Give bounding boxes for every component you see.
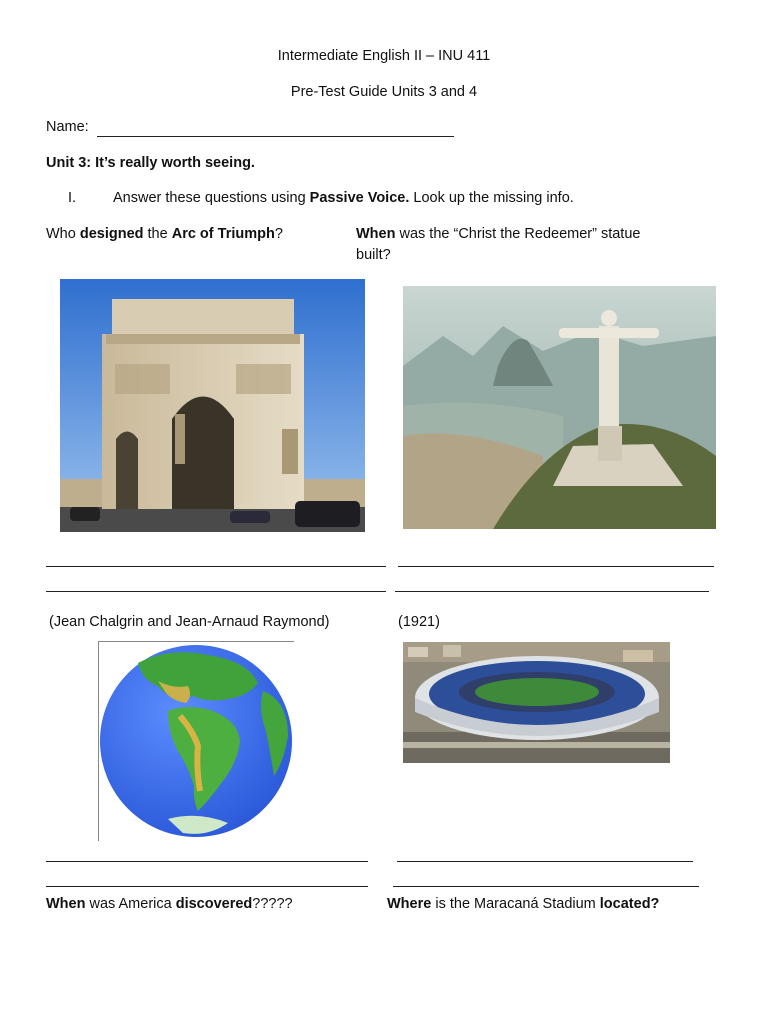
answer-line-america-1[interactable] <box>46 861 368 862</box>
answer-line-america-2[interactable] <box>46 886 368 887</box>
course-title: Intermediate English II – INU 411 <box>277 48 491 64</box>
question-arc-of-triumph: Who designed the Arc of Triumph? <box>46 226 283 242</box>
instruction-number: I. <box>68 190 77 206</box>
answer-line-christ-1[interactable] <box>398 566 714 567</box>
instruction-text: Answer these questions using Passive Voice. Look up the missing info. <box>113 190 574 206</box>
answer-line-arc-2[interactable] <box>46 591 386 592</box>
question-christ-redeemer: When was the “Christ the Redeemer” statue <box>356 226 641 242</box>
page-subtitle: Pre-Test Guide Units 3 and 4 <box>290 84 478 100</box>
hint-architects: (Jean Chalgrin and Jean-Arnaud Raymond) <box>49 614 330 630</box>
globe-image <box>98 641 294 841</box>
answer-line-christ-2[interactable] <box>395 591 709 592</box>
unit-title: Unit 3: It’s really worth seeing. <box>46 155 255 171</box>
answer-line-arc-1[interactable] <box>46 566 386 567</box>
name-blank-line[interactable] <box>97 136 454 137</box>
question-christ-redeemer-cont: built? <box>356 247 391 263</box>
maracana-stadium-image <box>403 642 670 763</box>
question-america: When was America discovered????? <box>46 896 293 912</box>
answer-line-stadium-2[interactable] <box>393 886 699 887</box>
hint-year: (1921) <box>398 614 440 630</box>
name-label: Name: <box>46 119 89 135</box>
christ-the-redeemer-image <box>403 286 716 529</box>
arc-of-triumph-image <box>60 279 365 532</box>
question-maracana: Where is the Maracaná Stadium located? <box>387 896 660 912</box>
answer-line-stadium-1[interactable] <box>397 861 693 862</box>
